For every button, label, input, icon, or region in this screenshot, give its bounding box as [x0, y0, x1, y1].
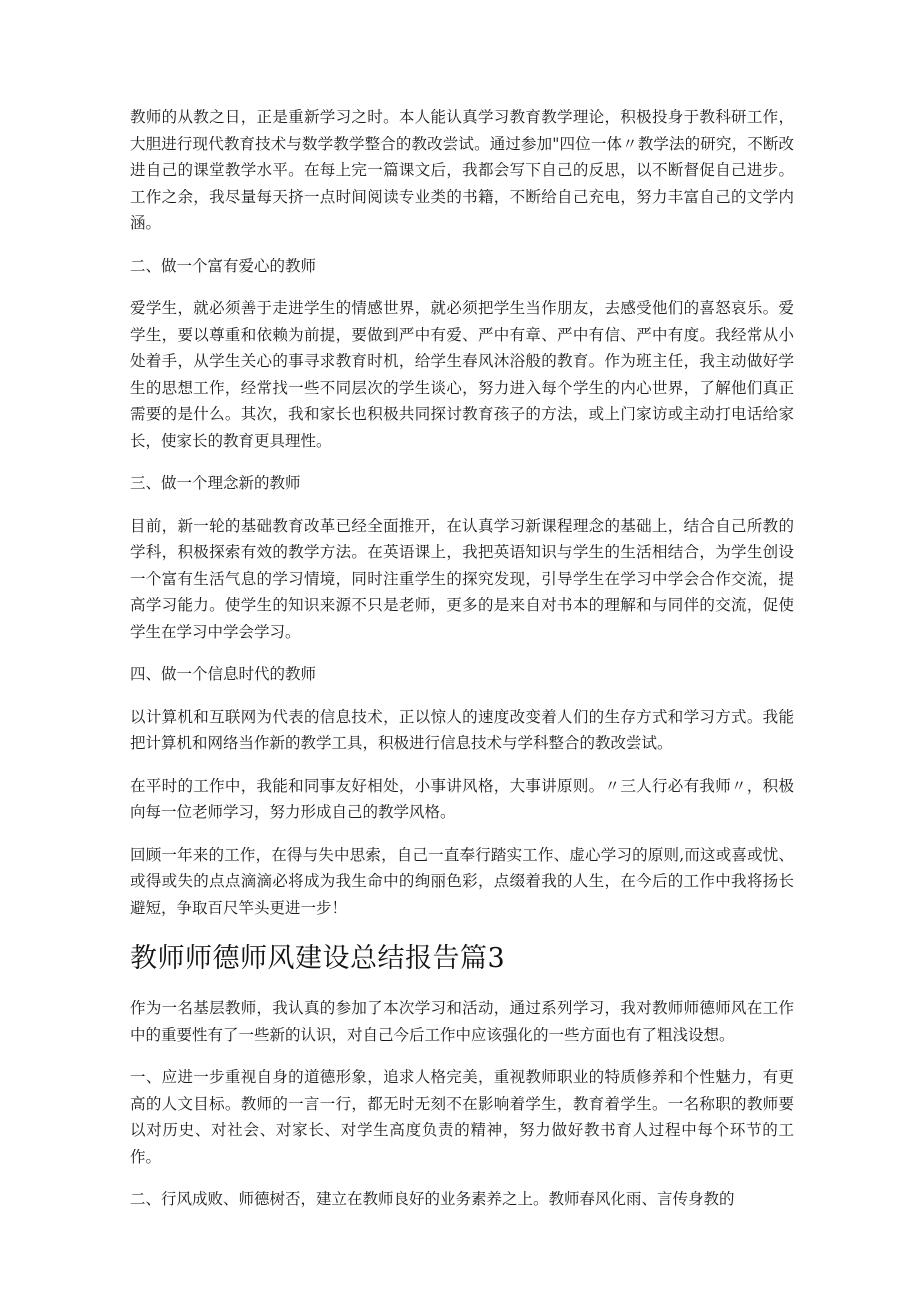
paragraph-report3-point1: 一、应进一步重视自身的道德形象，追求人格完美，重视教师职业的特质修养和个性魅力，有更高的人文目标。教师的一言一行，都无时无刻不在影响着学生，教育着学生。一名称职的教师要以对历史、对社会、对家长、对学生高度负责的精神，努力做好教书育人过程中每个环节的工作。 — [130, 1068, 794, 1166]
heading-information-age-teacher: 四、做一个信息时代的教师 — [130, 665, 317, 683]
paragraph-review: 回顾一年来的工作，在得与失中思索，自己一直奉行踏实工作、虚心学习的原则,而这或喜或忧、或得或失的点点滴滴必将成为我生命中的绚丽色彩，点缀着我的人生，在今后的工作中我将扬长避短，争取百尺竿头更进一步！ — [130, 845, 794, 917]
heading-caring-teacher: 二、做一个富有爱心的教师 — [130, 256, 317, 275]
document-page — [130, 104, 794, 1229]
paragraph-new-ideas: 目前，新一轮的基础教育改革已经全面推开，在认真学习新课程理念的基础上，结合自己所教的学科，积极探索有效的教学方法。在英语课上，我把英语知识与学生的生活相结合，为学生创设一个富有生活气息的学习情境，同时注重学生的探究发现，引导学生在学习中学会合作交流，提高学习能力。使学生的知识来源不只是老师，更多的是来自对书本的理解和与同伴的交流，促使学生在学习中学会学习。 — [130, 516, 794, 641]
paragraph-report3-intro: 作为一名基层教师，我认真的参加了本次学习和活动，通过系列学习，我对教师师德师风在工作中的重要性有了一些新的认识，对自己今后工作中应该强化的一些方面也有了粗浅设想。 — [130, 999, 794, 1044]
heading-new-ideas-teacher: 三、做一个理念新的教师 — [130, 474, 301, 492]
section-title-report-3: 教师师德师风建设总结报告篇3 — [130, 943, 506, 974]
paragraph-caring: 爱学生，就必须善于走进学生的情感世界，就必须把学生当作朋友，去感受他们的喜怒哀乐。爱学生，要以尊重和依赖为前提，要做到严中有爱、严中有章、严中有信、严中有度。我经常从小处着手，从学生关心的事寻求教育时机，给学生春风沐浴般的教育。作为班主任，我主动做好学生的思想工作，经常找一些不同层次的学生谈心，努力进入每个学生的内心世界，了解他们真正需要的是什么。其次，我和家长也积极共同探讨教育孩子的方法，或上门家访或主动打电话给家长，使家长的教育更具理性。 — [130, 299, 794, 450]
paragraph-report3-point2: 二、行风成败、师德树否，建立在教师良好的业务素养之上。教师春风化雨、言传身教的 — [130, 1190, 735, 1208]
paragraph-intro: 教师的从教之日，正是重新学习之时。本人能认真学习教育教学理论，积极投身于教科研工作，大胆进行现代教育技术与数学教学整合的教改尝试。通过参加"四位一体〃教学法的研究，不断改进自己的课堂教学水平。在每上完一篇课文后，我都会写下自己的反思，以不断督促自己进步。工作之余，我尽量每天挤一点时间阅读专业类的书籍，不断给自己充电，努力丰富自己的文学内涵。 — [130, 108, 794, 232]
paragraph-colleagues: 在平时的工作中，我能和同事友好相处，小事讲风格，大事讲原则。〃三人行必有我师〃，积极向每一位老师学习，努力形成自己的教学风格。 — [130, 776, 794, 821]
paragraph-information-tech: 以计算机和互联网为代表的信息技术，正以惊人的速度改变着人们的生存方式和学习方式。我能把计算机和网络当作新的教学工具，积极进行信息技术与学科整合的教改尝试。 — [130, 707, 794, 752]
